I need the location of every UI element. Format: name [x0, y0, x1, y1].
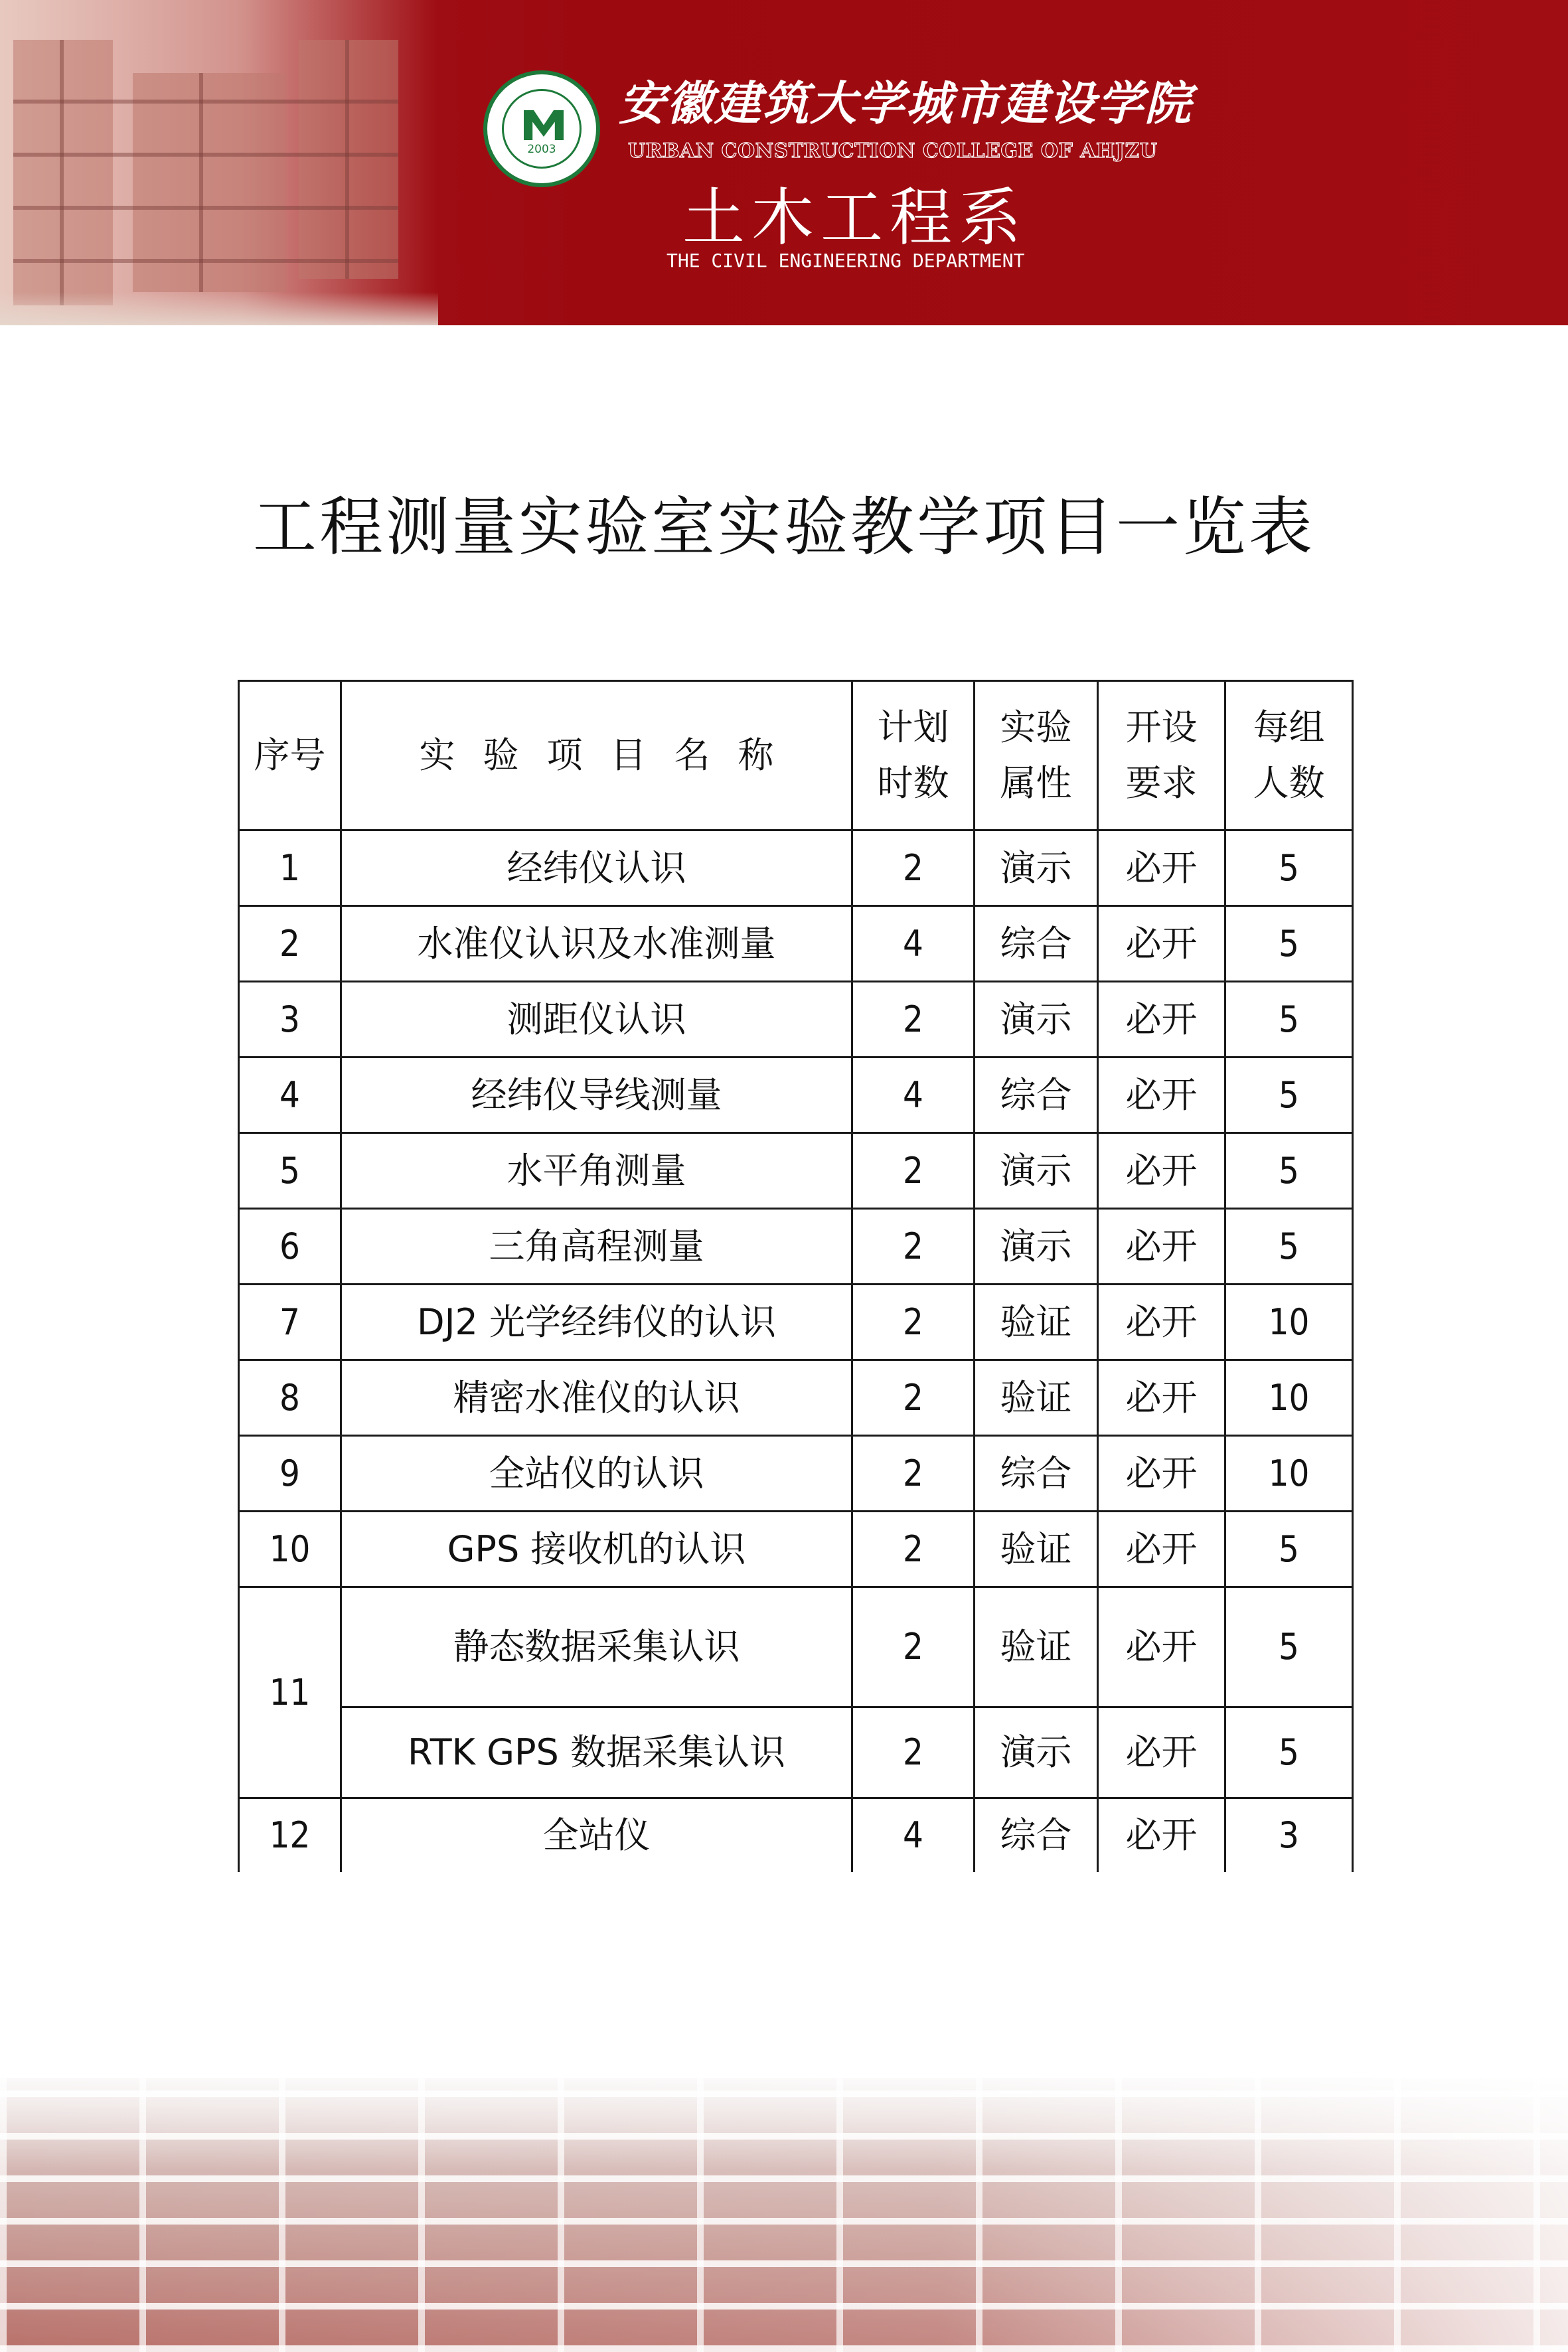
table-header-row	[239, 681, 1353, 830]
cell-group-size: 5	[1225, 1587, 1353, 1707]
cell-seq: 4	[239, 1058, 341, 1133]
logo-emblem-icon	[524, 107, 564, 140]
cell-requirement: 必开	[1098, 1707, 1225, 1798]
cell-hours: 2	[852, 982, 975, 1058]
cell-name: 三角高程测量	[341, 1209, 852, 1285]
cell-name: 静态数据采集认识	[341, 1587, 852, 1707]
cell-type: 演示	[975, 982, 1098, 1058]
cell-requirement: 必开	[1098, 1798, 1225, 1873]
cell-type: 演示	[975, 1707, 1098, 1798]
department-name-en: THE CIVIL ENGINEERING DEPARTMENT	[666, 250, 1025, 272]
cell-name: GPS 接收机的认识	[341, 1512, 852, 1587]
cell-hours: 2	[852, 1360, 975, 1436]
cell-type: 综合	[975, 1798, 1098, 1873]
cell-group-size: 5	[1225, 1512, 1353, 1587]
department-name-cn: 土木工程系	[682, 182, 1028, 254]
cell-seq: 2	[239, 906, 341, 982]
cell-seq: 12	[239, 1798, 341, 1873]
cell-seq: 5	[239, 1133, 341, 1209]
cell-requirement: 必开	[1098, 1209, 1225, 1285]
cell-group-size: 3	[1225, 1798, 1353, 1873]
college-logo	[483, 70, 600, 187]
cell-hours: 4	[852, 906, 975, 982]
cell-requirement: 必开	[1098, 906, 1225, 982]
cell-type: 综合	[975, 1058, 1098, 1133]
table-row	[239, 1058, 1353, 1133]
cell-type: 演示	[975, 830, 1098, 906]
page-title: 工程测量实验室实验教学项目一览表	[253, 490, 1315, 564]
header-hours-line2: 时数	[877, 762, 949, 804]
cell-seq: 11	[239, 1587, 341, 1798]
cell-seq: 6	[239, 1209, 341, 1285]
header-group-line2: 人数	[1253, 762, 1325, 804]
cell-hours: 2	[852, 1133, 975, 1209]
table-row	[239, 1133, 1353, 1209]
cell-type: 综合	[975, 1436, 1098, 1512]
cell-group-size: 5	[1225, 1209, 1353, 1285]
cell-group-size: 5	[1225, 982, 1353, 1058]
cell-type: 演示	[975, 1209, 1098, 1285]
cell-seq: 7	[239, 1285, 341, 1360]
cell-requirement: 必开	[1098, 982, 1225, 1058]
cell-type: 验证	[975, 1285, 1098, 1360]
brick-wall-footer	[0, 2078, 1568, 2352]
cell-group-size: 10	[1225, 1436, 1353, 1512]
cell-group-size: 5	[1225, 906, 1353, 982]
cell-requirement: 必开	[1098, 830, 1225, 906]
cell-hours: 2	[852, 1285, 975, 1360]
table-row	[239, 1587, 1353, 1707]
table-row	[239, 1436, 1353, 1512]
cell-seq: 1	[239, 830, 341, 906]
header-name-label: 实验项目名称	[419, 734, 802, 777]
table-row	[239, 1798, 1353, 1873]
header-type-line2: 属性	[1000, 762, 1072, 804]
cell-name: 测距仪认识	[341, 982, 852, 1058]
cell-hours: 2	[852, 1436, 975, 1512]
table-row	[239, 982, 1353, 1058]
cell-name: 全站仪的认识	[341, 1436, 852, 1512]
cell-hours: 2	[852, 1512, 975, 1587]
table-row	[239, 830, 1353, 906]
cell-name: 水平角测量	[341, 1133, 852, 1209]
cell-name: 精密水准仪的认识	[341, 1360, 852, 1436]
table-row	[239, 906, 1353, 982]
cell-seq: 3	[239, 982, 341, 1058]
cell-name: DJ2 光学经纬仪的认识	[341, 1285, 852, 1360]
header-req-line2: 要求	[1125, 762, 1198, 804]
header-banner	[0, 0, 1568, 325]
cell-name: 经纬仪导线测量	[341, 1058, 852, 1133]
cell-seq: 8	[239, 1360, 341, 1436]
table-row	[239, 1209, 1353, 1285]
header-requirement	[1098, 681, 1225, 830]
cell-requirement: 必开	[1098, 1058, 1225, 1133]
header-hours	[852, 681, 975, 830]
cell-name: 经纬仪认识	[341, 830, 852, 906]
table-row	[239, 1285, 1353, 1360]
experiment-table	[238, 680, 1354, 1872]
cell-type: 验证	[975, 1512, 1098, 1587]
cell-type: 演示	[975, 1133, 1098, 1209]
cell-seq: 10	[239, 1512, 341, 1587]
cell-requirement: 必开	[1098, 1133, 1225, 1209]
cell-type: 验证	[975, 1360, 1098, 1436]
cell-requirement: 必开	[1098, 1436, 1225, 1512]
cell-hours: 4	[852, 1058, 975, 1133]
cell-type: 验证	[975, 1587, 1098, 1707]
cell-hours: 2	[852, 1587, 975, 1707]
cell-requirement: 必开	[1098, 1587, 1225, 1707]
table-row	[239, 1707, 1353, 1798]
cell-requirement: 必开	[1098, 1512, 1225, 1587]
header-seq: 序号	[239, 681, 341, 830]
cell-group-size: 5	[1225, 1707, 1353, 1798]
table-row	[239, 1360, 1353, 1436]
header-req-line1: 开设	[1125, 706, 1198, 749]
cell-group-size: 5	[1225, 830, 1353, 906]
header-type-line1: 实验	[1000, 706, 1072, 749]
cell-hours: 2	[852, 1707, 975, 1798]
logo-year: 2003	[527, 143, 556, 156]
cell-hours: 2	[852, 830, 975, 906]
cell-name: 水准仪认识及水准测量	[341, 906, 852, 982]
school-name-en: URBAN CONSTRUCTION COLLEGE OF AHJZU	[628, 139, 1158, 163]
cell-group-size: 10	[1225, 1360, 1353, 1436]
cell-group-size: 5	[1225, 1133, 1353, 1209]
table-row	[239, 1512, 1353, 1587]
cell-type: 综合	[975, 906, 1098, 982]
cell-name: 全站仪	[341, 1798, 852, 1873]
header-name	[341, 681, 852, 830]
cell-hours: 4	[852, 1798, 975, 1873]
campus-building-image	[0, 0, 438, 325]
header-type	[975, 681, 1098, 830]
cell-group-size: 5	[1225, 1058, 1353, 1133]
cell-hours: 2	[852, 1209, 975, 1285]
header-hours-line1: 计划	[877, 706, 949, 749]
school-name-cn: 安徽建筑大学城市建设学院	[619, 76, 1192, 131]
cell-requirement: 必开	[1098, 1285, 1225, 1360]
header-group-size	[1225, 681, 1353, 830]
cell-group-size: 10	[1225, 1285, 1353, 1360]
header-group-line1: 每组	[1253, 706, 1325, 749]
cell-name: RTK GPS 数据采集认识	[341, 1707, 852, 1798]
cell-requirement: 必开	[1098, 1360, 1225, 1436]
cell-seq: 9	[239, 1436, 341, 1512]
